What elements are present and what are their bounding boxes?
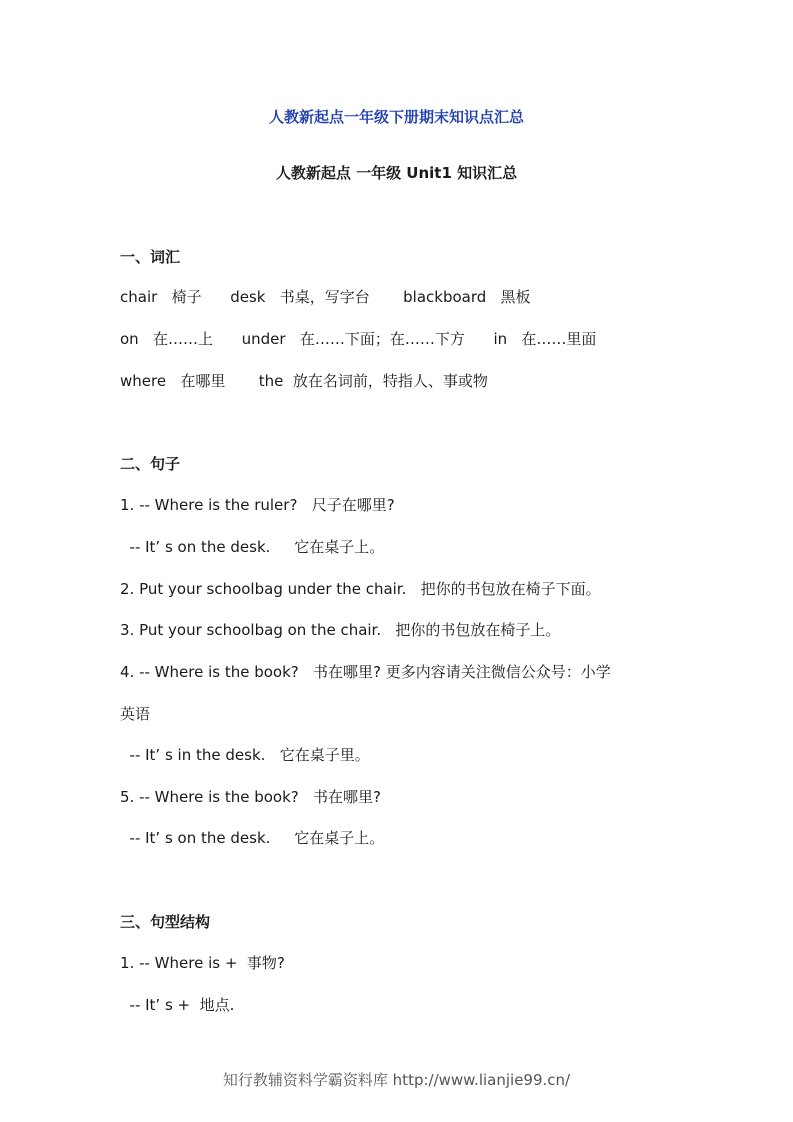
section-heading-sentences: 二、句子 — [120, 455, 181, 473]
sentence-line: 英语 — [120, 705, 151, 723]
vocab-line: on 在……上 under 在……下面；在……下方 in 在……里面 — [120, 330, 597, 348]
document-title: 人教新起点一年级下册期末知识点汇总 — [268, 108, 524, 126]
section-heading-patterns: 三、句型结构 — [120, 913, 211, 931]
vocab-line: chair 椅子 desk 书桌，写字台 blackboard 黑板 — [120, 288, 531, 306]
sentence-line: -- It’ s in the desk. 它在桌子里。 — [120, 746, 370, 764]
sentence-line: 1. -- Where is the ruler? 尺子在哪里? — [120, 496, 395, 514]
sentence-line: -- It’ s on the desk. 它在桌子上。 — [120, 829, 385, 847]
sentence-line: 4. -- Where is the book? 书在哪里? 更多内容请关注微信公众号：小学 — [120, 663, 611, 681]
vocab-line: where 在哪里 the 放在名词前，特指人、事或物 — [120, 372, 488, 390]
section-heading-vocab: 一、词汇 — [120, 248, 181, 266]
sentence-line: 5. -- Where is the book? 书在哪里? — [120, 788, 381, 806]
footer-watermark: 知行教辅资料学霸资料库 http://www.lianjie99.cn/ — [222, 1071, 571, 1089]
document-subtitle: 人教新起点 一年级 Unit1 知识汇总 — [275, 164, 518, 182]
sentence-line: 2. Put your schoolbag under the chair. 把你的书包放在椅子下面。 — [120, 580, 601, 598]
sentence-line: 3. Put your schoolbag on the chair. 把你的书包放在椅子上。 — [120, 621, 561, 639]
pattern-line: 1. -- Where is + 事物? — [120, 954, 285, 972]
sentence-line: -- It’ s on the desk. 它在桌子上。 — [120, 538, 385, 556]
pattern-line: -- It’ s + 地点. — [120, 996, 235, 1014]
